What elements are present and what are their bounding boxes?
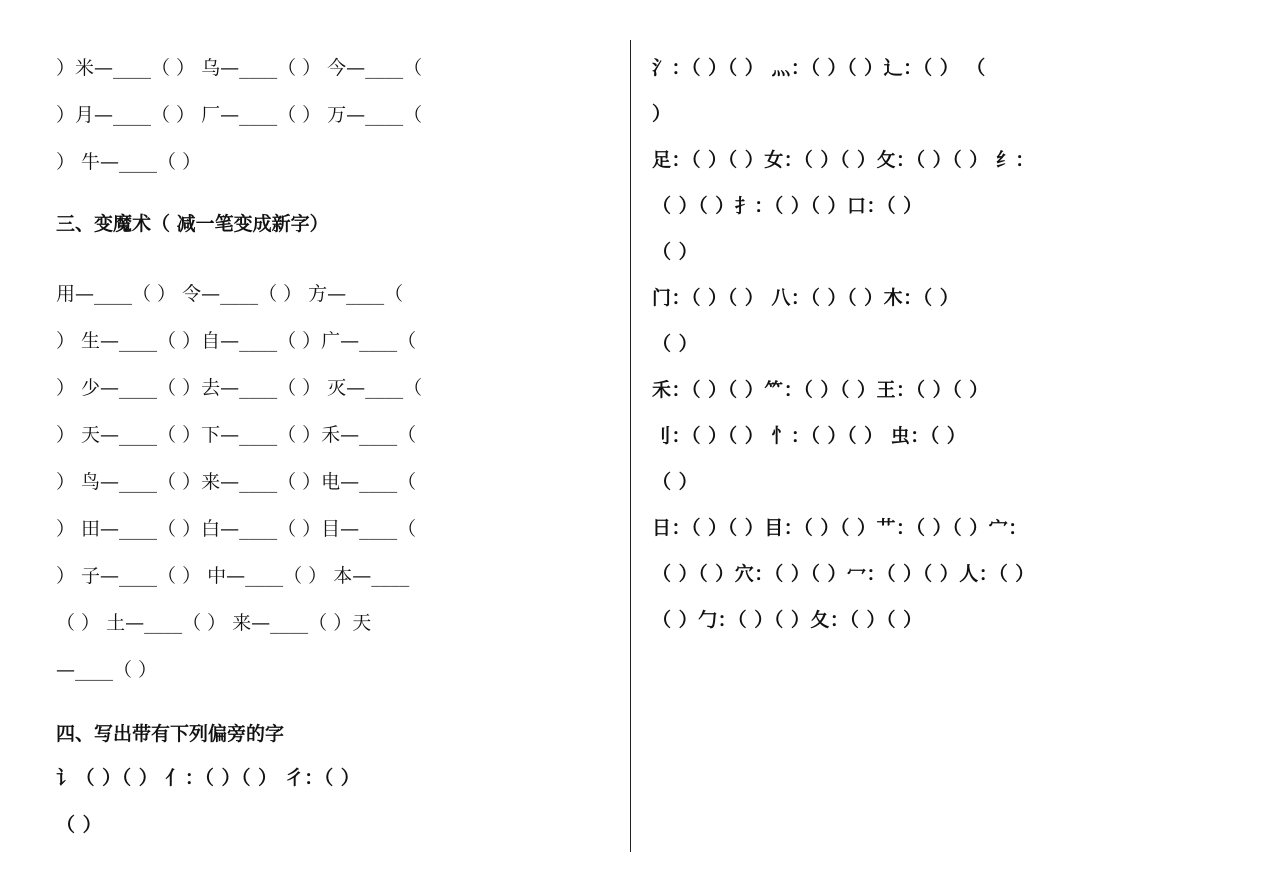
exercise-line: —____（ ） bbox=[56, 659, 158, 681]
radical-line: （ ） bbox=[652, 333, 699, 355]
radical-line: 氵：（ ）（ ） 灬：（ ）（ ）辶：（ ） （ bbox=[652, 57, 986, 79]
radical-line: 刂：（ ）（ ） 忄：（ ）（ ） 虫：（ ） bbox=[652, 425, 967, 447]
radical-line: （ ） bbox=[56, 814, 103, 836]
radical-line: ） bbox=[652, 103, 672, 125]
exercise-line: ） 少—____（ ）去—____（ ） 灭—____（ bbox=[56, 377, 423, 399]
exercise-line: ） 田—____（ ）白—____（ ）目—____（ bbox=[56, 518, 417, 540]
exercise-line: ） 鸟—____（ ）来—____（ ）电—____（ bbox=[56, 471, 417, 493]
radical-line: 日：（ ）（ ）目：（ ）（ ）艹：（ ）（ ）宀： bbox=[652, 517, 1028, 539]
radical-line: （ ） bbox=[652, 241, 699, 263]
exercise-line: ） 子—____（ ） 中—____（ ） 本—____ bbox=[56, 565, 410, 587]
radical-line: （ ）勹：（ ）（ ）夂：（ ）（ ） bbox=[652, 609, 923, 631]
exercise-line: （ ） 土—____（ ） 来—____（ ）天 bbox=[56, 612, 372, 634]
section-3-heading: 三、变魔术（ 减一笔变成新字） bbox=[56, 213, 329, 235]
right-column bbox=[652, 56, 1212, 632]
exercise-line: ） 牛—____（ ） bbox=[56, 151, 202, 173]
radical-line: （ ） bbox=[652, 471, 699, 493]
left-column bbox=[56, 56, 616, 837]
radical-line: （ ）（ ）扌：（ ）（ ）口：（ ） bbox=[652, 195, 923, 217]
column-divider bbox=[630, 40, 631, 852]
exercise-line: ）月—____（ ） 厂—____（ ） 万—____（ bbox=[56, 104, 423, 126]
exercise-line: 用—____（ ） 令—____（ ） 方—____（ bbox=[56, 283, 404, 305]
exercise-line: ） 生—____（ ）自—____（ ）广—____（ bbox=[56, 330, 417, 352]
radical-line: （ ）（ ）穴：（ ）（ ）冖：（ ）（ ）人：（ ） bbox=[652, 563, 1035, 585]
radical-line: 禾：（ ）（ ）⺮：（ ）（ ）王：（ ）（ ） bbox=[652, 379, 989, 401]
exercise-line: ）米—____（ ） 乌—____（ ） 今—____（ bbox=[56, 57, 423, 79]
radical-line: 讠（ ）（ ） 亻：（ ）（ ） 彳：（ ） bbox=[56, 767, 361, 789]
exercise-line: ） 天—____（ ）下—____（ ）禾—____（ bbox=[56, 424, 417, 446]
radical-line: 足：（ ）（ ）女：（ ）（ ）攵：（ ）（ ） 纟： bbox=[652, 149, 1035, 171]
section-4-heading: 四、写出带有下列偏旁的字 bbox=[56, 723, 285, 745]
radical-line: 门：（ ）（ ） 八：（ ）（ ）木：（ ） bbox=[652, 287, 960, 309]
